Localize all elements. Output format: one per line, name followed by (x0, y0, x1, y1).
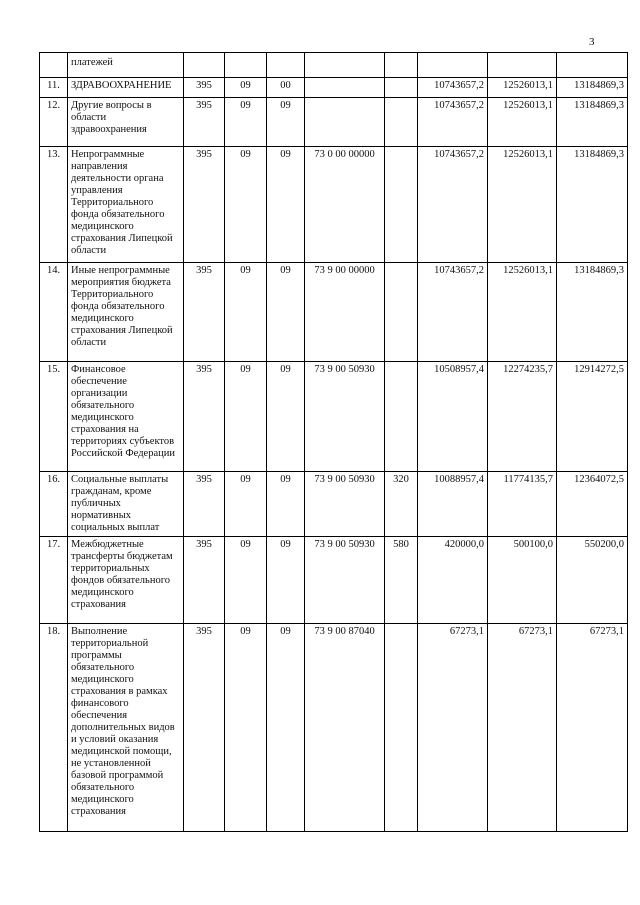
table-row (40, 537, 628, 624)
cell-y1: 67273,1 (418, 624, 488, 832)
cell-grbs: 395 (184, 263, 225, 362)
cell-csr: 73 9 00 00000 (305, 263, 385, 362)
cell-pr: 00 (267, 78, 305, 98)
cell-y2: 12274235,7 (488, 362, 557, 472)
table-row (40, 362, 628, 472)
cell-y2: 11774135,7 (488, 472, 557, 537)
cell-num: 16. (40, 472, 68, 537)
cell-csr: 73 0 00 00000 (305, 147, 385, 263)
cell-csr (305, 53, 385, 78)
cell-y1: 10508957,4 (418, 362, 488, 472)
cell-vr (385, 362, 418, 472)
cell-y2: 67273,1 (488, 624, 557, 832)
cell-y1: 10743657,2 (418, 147, 488, 263)
cell-num (40, 53, 68, 78)
cell-rz: 09 (225, 263, 267, 362)
cell-grbs: 395 (184, 537, 225, 624)
cell-name: Межбюджетные трансферты бюджетам территориальных фондов обязательного медицинского страхования (68, 537, 184, 624)
cell-pr: 09 (267, 624, 305, 832)
cell-num: 14. (40, 263, 68, 362)
cell-name: платежей (68, 53, 184, 78)
cell-y1: 10743657,2 (418, 78, 488, 98)
cell-csr: 73 9 00 50930 (305, 537, 385, 624)
cell-name: Непрограммные направления деятельности органа управления Территориального фонда обязательного медицинского страхования Липецкой области (68, 147, 184, 263)
cell-pr: 09 (267, 537, 305, 624)
cell-csr (305, 78, 385, 98)
cell-num: 18. (40, 624, 68, 832)
table-row (40, 147, 628, 263)
cell-vr (385, 53, 418, 78)
cell-pr: 09 (267, 98, 305, 147)
cell-vr (385, 263, 418, 362)
cell-y3 (557, 53, 628, 78)
cell-grbs: 395 (184, 147, 225, 263)
cell-grbs: 395 (184, 624, 225, 832)
cell-y3: 13184869,3 (557, 98, 628, 147)
table-row (40, 472, 628, 537)
table-row (40, 624, 628, 832)
cell-pr: 09 (267, 362, 305, 472)
cell-rz: 09 (225, 537, 267, 624)
cell-grbs (184, 53, 225, 78)
cell-vr (385, 147, 418, 263)
cell-name: Иные непрограммные мероприятия бюджета Территориального фонда обязательного медицинского страхования Липецкой области (68, 263, 184, 362)
continuation-row (40, 53, 628, 78)
cell-y1 (418, 53, 488, 78)
cell-y1: 10743657,2 (418, 263, 488, 362)
cell-name: ЗДРАВООХРАНЕНИЕ (68, 78, 184, 98)
cell-y3: 13184869,3 (557, 147, 628, 263)
cell-y2 (488, 53, 557, 78)
cell-name: Другие вопросы в области здравоохранения (68, 98, 184, 147)
cell-rz: 09 (225, 472, 267, 537)
cell-y1: 420000,0 (418, 537, 488, 624)
cell-y3: 13184869,3 (557, 78, 628, 98)
cell-num: 17. (40, 537, 68, 624)
cell-num: 13. (40, 147, 68, 263)
cell-y2: 12526013,1 (488, 98, 557, 147)
cell-grbs: 395 (184, 362, 225, 472)
table-row (40, 98, 628, 147)
cell-name: Социальные выплаты гражданам, кроме публичных нормативных социальных выплат (68, 472, 184, 537)
cell-name: Выполнение территориальной программы обязательного медицинского страхования в рамках финансового обеспечения дополнительных видов и условий оказания медицинской помощи, не установленной базовой программой обязательного медицинского страхования (68, 624, 184, 832)
cell-y3: 12364072,5 (557, 472, 628, 537)
budget-table (39, 52, 628, 832)
cell-name: Финансовое обеспечение организации обязательного медицинского страхования на территориях субъектов Российской Федерации (68, 362, 184, 472)
cell-rz: 09 (225, 98, 267, 147)
cell-num: 11. (40, 78, 68, 98)
cell-pr: 09 (267, 147, 305, 263)
cell-y2: 12526013,1 (488, 263, 557, 362)
cell-csr: 73 9 00 87040 (305, 624, 385, 832)
cell-pr: 09 (267, 472, 305, 537)
cell-pr: 09 (267, 263, 305, 362)
cell-rz: 09 (225, 78, 267, 98)
cell-vr: 320 (385, 472, 418, 537)
cell-y3: 67273,1 (557, 624, 628, 832)
cell-grbs: 395 (184, 78, 225, 98)
cell-rz: 09 (225, 362, 267, 472)
cell-vr: 580 (385, 537, 418, 624)
cell-num: 15. (40, 362, 68, 472)
cell-csr (305, 98, 385, 147)
cell-y1: 10743657,2 (418, 98, 488, 147)
table-row (40, 78, 628, 98)
cell-y3: 12914272,5 (557, 362, 628, 472)
cell-rz: 09 (225, 147, 267, 263)
cell-y1: 10088957,4 (418, 472, 488, 537)
cell-grbs: 395 (184, 98, 225, 147)
page-number: 3 (589, 36, 595, 48)
cell-vr (385, 98, 418, 147)
cell-y2: 12526013,1 (488, 78, 557, 98)
cell-y3: 550200,0 (557, 537, 628, 624)
cell-vr (385, 624, 418, 832)
cell-num: 12. (40, 98, 68, 147)
cell-vr (385, 78, 418, 98)
cell-csr: 73 9 00 50930 (305, 472, 385, 537)
cell-pr (267, 53, 305, 78)
cell-y2: 12526013,1 (488, 147, 557, 263)
cell-rz (225, 53, 267, 78)
cell-csr: 73 9 00 50930 (305, 362, 385, 472)
cell-y3: 13184869,3 (557, 263, 628, 362)
cell-y2: 500100,0 (488, 537, 557, 624)
table-row (40, 263, 628, 362)
cell-grbs: 395 (184, 472, 225, 537)
table-body (40, 53, 628, 832)
cell-rz: 09 (225, 624, 267, 832)
